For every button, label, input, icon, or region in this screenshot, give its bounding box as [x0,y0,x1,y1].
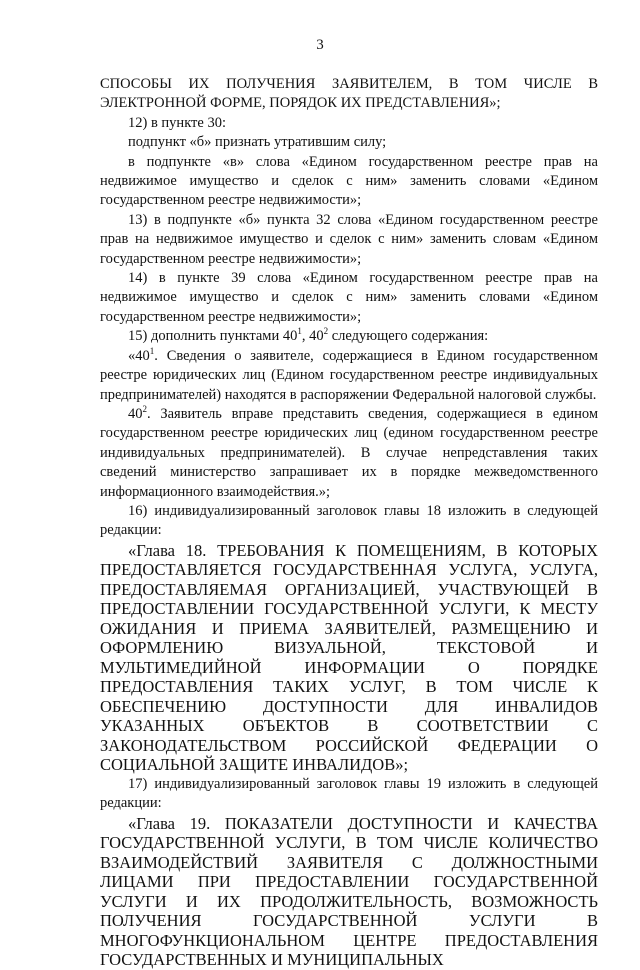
superscript: 2 [142,404,147,415]
paragraph-8 [100,347,598,405]
superscript: 2 [323,326,329,337]
paragraph-7 [100,327,598,346]
document-body [100,75,598,970]
paragraph-5: 13) в подпункте «б» пункта 32 слова «Едином государственном реестре прав на недвижимое имущество и сделок с ним» заменить словам «Едином государственном реестре недвижимости»; [100,211,598,267]
paragraph-9 [100,405,598,502]
paragraph-4: в подпункте «в» слова «Едином государственном реестре прав на недвижимое имущество и сделок с ним» заменить словами «Едином государственном реестре недвижимости»; [100,153,598,209]
paragraph-9-text-b: . Заявитель вправе представить сведения, содержащиеся в едином государственном реестре юридических лиц (едином государственном реестре индивидуальных предпринимателей). В случае непредставления таких сведений министерство запрашивает их в порядке межведомственного информационного взаимодействия.»; [100,405,598,500]
paragraph-2: 12) в пункте 30: [128,114,226,131]
paragraph-7-text-b: , 40 [301,328,324,345]
chapter-18-heading: «Глава 18. ТРЕБОВАНИЯ К ПОМЕЩЕНИЯМ, В КОТОРЫХ ПРЕДОСТАВЛЯЕТСЯ ГОСУДАРСТВЕННАЯ УСЛУГА, УСЛУГА, ПРЕДОСТАВЛЯЕМАЯ ОРГАНИЗАЦИЕЙ, УЧАСТВУЮЩЕЙ В ПРЕДОСТАВЛЕНИИ ГОСУДАРСТВЕННОЙ УСЛУГИ, К МЕСТУ ОЖИДАНИЯ И ПРИЕМА ЗАЯВИТЕЛЕЙ, РАЗМЕЩЕНИЮ И ОФОРМЛЕНИЮ ВИЗУАЛЬНОЙ, ТЕКСТОВОЙ И МУЛЬТИМЕДИЙНОЙ ИНФОРМАЦИИ О ПОРЯДКЕ ПРЕДОСТАВЛЕНИЯ ТАКИХ УСЛУГ, В ТОМ ЧИСЛЕ К ОБЕСПЕЧЕНИЮ ДОСТУПНОСТИ ДЛЯ ИНВАЛИДОВ УКАЗАННЫХ ОБЪЕКТОВ В СООТВЕТСТВИИ С ЗАКОНОДАТЕЛЬСТВОМ РОССИЙСКОЙ ФЕДЕРАЦИИ О СОЦИАЛЬНОЙ ЗАЩИТЕ ИНВАЛИДОВ»; [100,540,598,775]
page-number: 3 [316,37,324,53]
superscript: 1 [149,345,155,356]
superscript: 1 [297,326,302,337]
paragraph-6: 14) в пункте 39 слова «Едином государственном реестре прав на недвижимое имущество и сделок с ним» заменить словами «Едином государственном реестре недвижимости»; [100,270,598,325]
paragraph-7-text-a: 15) дополнить пунктами 40 [128,328,298,345]
paragraph-12: 17) индивидуализированный заголовок главы 19 изложить в следующей редакции: [100,775,598,812]
paragraph-7-text-c: следующего содержания: [328,328,489,345]
paragraph-10: 16) индивидуализированный заголовок главы 18 изложить в следующей редакции: [100,502,598,539]
paragraph-9-text-a: 40 [128,405,143,422]
chapter-19-heading: «Глава 19. ПОКАЗАТЕЛИ ДОСТУПНОСТИ И КАЧЕСТВА ГОСУДАРСТВЕННОЙ УСЛУГИ, В ТОМ ЧИСЛЕ КОЛИЧЕСТВО ВЗАИМОДЕЙСТВИЙ ЗАЯВИТЕЛЯ С ДОЛЖНОСТНЫМИ ЛИЦАМИ ПРИ ПРЕДОСТАВЛЕНИИ ГОСУДАРСТВЕННОЙ УСЛУГИ И ИХ ПРОДОЛЖИТЕЛЬНОСТЬ, ВОЗМОЖНОСТЬ ПОЛУЧЕНИЯ ГОСУДАРСТВЕННОЙ УСЛУГИ В МНОГОФУНКЦИОНАЛЬНОМ ЦЕНТРЕ ПРЕДОСТАВЛЕНИЯ ГОСУДАРСТВЕННЫХ И МУНИЦИПАЛЬНЫХ [100,813,598,970]
paragraph-1: СПОСОБЫ ИХ ПОЛУЧЕНИЯ ЗАЯВИТЕЛЕМ, В ТОМ ЧИСЛЕ В ЭЛЕКТРОННОЙ ФОРМЕ, ПОРЯДОК ИХ ПРЕДСТАВЛЕНИЯ»; [100,76,598,112]
paragraph-8-text-a: «40 [128,347,150,364]
paragraph-3: подпункт «б» признать утратившим силу; [128,134,387,151]
paragraph-8-text-b: . Сведения о заявителе, содержащиеся в Едином государственном реестре юридических лиц (Едином государственном реестре индивидуальных предпринимателей) находятся в распоряжении Федеральной налоговой службы. [100,347,598,403]
